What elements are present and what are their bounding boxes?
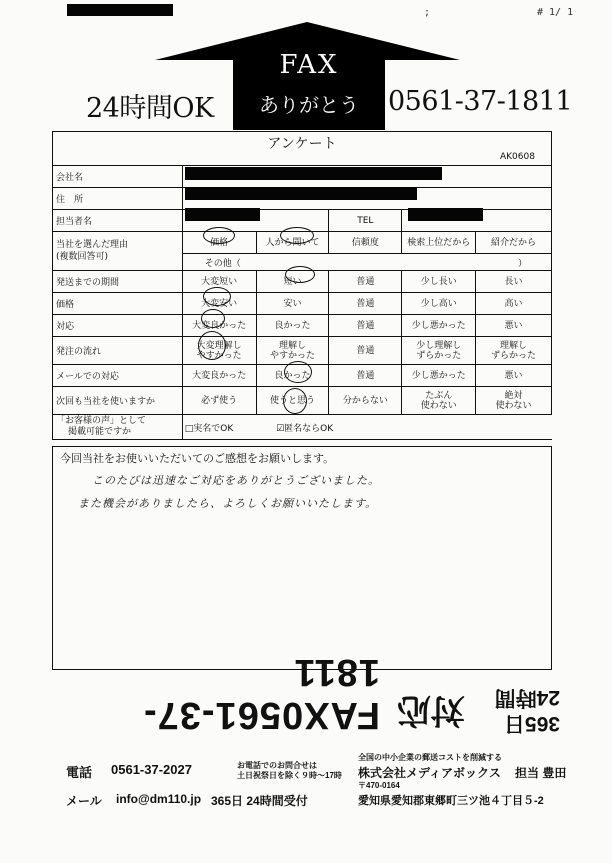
rating-option: 必ず使う: [182, 387, 256, 415]
banner-365: 365日: [503, 712, 560, 735]
rating-option: 高い: [476, 293, 552, 315]
fax-title: FAX: [279, 50, 339, 80]
voice-opt-real-name: □実名でOK: [184, 423, 234, 434]
rating-option: 大変良かった: [182, 315, 256, 337]
comment-prompt: 今回当社をお使いいただいてのご感想をお願いします。: [60, 452, 335, 465]
rating-row: [53, 337, 552, 365]
rating-option: 分からない: [329, 387, 402, 415]
rating-label: 次回も当社を使いますか: [53, 387, 183, 415]
voice-options: [182, 415, 551, 440]
answer-circle: [280, 227, 314, 244]
answer-circle: [203, 287, 231, 306]
rating-option: 使うと思う: [256, 387, 329, 415]
reason-other-label: その他（: [204, 258, 241, 269]
footer-hours-1: お電話でのお問合せは: [237, 761, 317, 770]
rating-label: メールでの対応: [53, 365, 183, 387]
footer-tagline: 全国の中小企業の郵送コストを削減する: [358, 753, 502, 762]
footer-hours-2: 土日祝祭日を除く９時～17時: [237, 771, 342, 780]
rating-label: 発注の流れ: [53, 337, 183, 365]
reason-label-cell: [53, 232, 183, 271]
rating-option: 長い: [476, 271, 552, 293]
survey-title: アンケート: [267, 136, 337, 152]
rating-option: 良かった: [256, 365, 329, 387]
reason-sub: (複数回答可): [56, 252, 109, 262]
reason-other-end: ）: [517, 258, 527, 269]
rating-option: 普通: [329, 365, 402, 387]
redacted-tel: [408, 208, 483, 221]
address-label: 住 所: [53, 188, 183, 210]
rating-option: 少し長い: [402, 271, 476, 293]
fax-mark: ;: [424, 7, 431, 18]
rating-option: 悪い: [476, 365, 552, 387]
footer-tel: 0561-37-2027: [111, 762, 192, 777]
footer-rep: 担当 豊田: [515, 766, 567, 780]
rating-option: 悪い: [476, 315, 552, 337]
rating-option: 安い: [256, 293, 329, 315]
footer-tel-label: 電話: [66, 765, 93, 780]
rating-option: 大変理解し やすかった: [182, 337, 256, 365]
thanks-text: ありがとう: [259, 93, 359, 117]
rating-option: たぶん 使わない: [402, 387, 476, 415]
reason-label: 当社を選んだ理由: [56, 240, 129, 250]
banner-24h: 24時間: [494, 686, 560, 709]
rating-option: 大変短い: [182, 271, 256, 293]
fax-banner: [60, 651, 560, 740]
reason-option: 人から聞いて: [256, 232, 329, 254]
company-label: 会社名: [53, 166, 183, 188]
footer-company: 株式会社メディアボックス: [358, 766, 501, 780]
rating-option: 少し高い: [402, 293, 476, 315]
reason-option: 信頼度: [329, 232, 402, 254]
comment-line-2: また機会がありましたら、よろしくお願いいたします。: [78, 497, 378, 510]
survey-code: AK0608: [500, 152, 535, 162]
reason-option: 紹介だから: [476, 232, 552, 254]
rating-row: [53, 293, 552, 315]
redacted-address: [185, 187, 417, 200]
answer-circle: [198, 331, 226, 360]
comment-line-1: このたびは迅速なご対応をありがとうございました。: [92, 474, 380, 487]
rating-option: 普通: [329, 271, 402, 293]
rating-option: 少し悪かった: [402, 315, 476, 337]
header-24h: 24時間OK: [86, 93, 214, 124]
voice-label-1: 「お客様の声」として: [56, 416, 147, 426]
voice-opt-anonymous: ☑匿名ならOK: [276, 423, 334, 434]
reason-option: 検索上位だから: [402, 232, 476, 254]
answer-circle: [203, 227, 235, 244]
rating-option: 普通: [329, 337, 402, 365]
rating-option: 少し悪かった: [402, 365, 476, 387]
answer-circle: [285, 266, 315, 283]
redacted-person: [185, 208, 260, 221]
thanks-box: [233, 82, 385, 128]
voice-label-cell: [53, 415, 183, 440]
rating-option: 大変安い: [182, 293, 256, 315]
footer-mail-hours: 365日 24時間受付: [211, 794, 308, 808]
rating-option: 短い: [256, 271, 329, 293]
footer-mail[interactable]: info@dm110.jp: [116, 792, 202, 806]
footer-address: 愛知県愛知郡東郷町三ツ池４丁目５-2: [358, 795, 544, 807]
rating-option: 普通: [329, 315, 402, 337]
rating-option: 理解し ずらかった: [476, 337, 552, 365]
rating-option: 少し理解し ずらかった: [402, 337, 476, 365]
rating-row: [53, 315, 552, 337]
rating-label: 発送までの期間: [53, 271, 183, 293]
header-phone: 0561-37-1811: [388, 86, 573, 117]
rating-label: 価格: [53, 293, 183, 315]
rating-option: 良かった: [256, 315, 329, 337]
tel-label: TEL: [329, 210, 402, 232]
rating-option: 大変良かった: [182, 365, 256, 387]
reason-other: [182, 254, 551, 271]
redacted-sender: [67, 4, 173, 16]
answer-circle: [284, 361, 312, 383]
answer-circle: [201, 309, 225, 328]
reason-option: 価格: [182, 232, 256, 254]
banner-fax-number: FAX0561-37-1811: [142, 651, 380, 736]
banner-taiou: 対応: [397, 691, 465, 729]
voice-label-2: 掲載可能ですか: [68, 427, 132, 437]
rating-option: 普通: [329, 293, 402, 315]
redacted-company: [185, 167, 442, 180]
row-voice: [53, 415, 552, 440]
footer-zip: 〒470-0164: [358, 781, 400, 790]
rating-label: 対応: [53, 315, 183, 337]
footer-mail-label: メール: [66, 794, 102, 808]
person-label: 担当者名: [53, 210, 183, 232]
answer-circle: [283, 388, 307, 414]
rating-option: 理解し やすかった: [256, 337, 329, 365]
rating-option: 絶対 使わない: [476, 387, 552, 415]
page-number: # 1/ 1: [537, 7, 574, 18]
